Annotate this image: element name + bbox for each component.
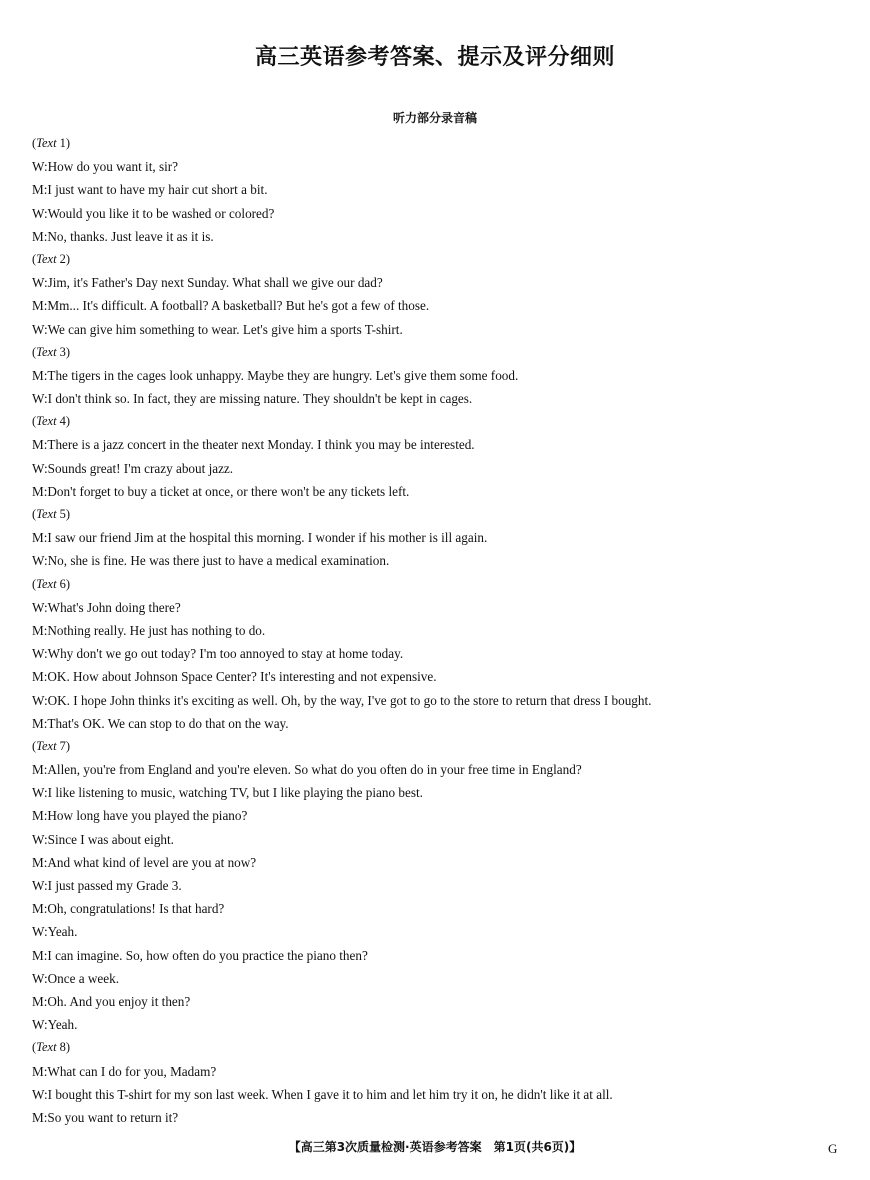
- text-label-close: ): [65, 738, 71, 753]
- dialog-line: [32, 712, 852, 735]
- dialog-line: [32, 549, 852, 572]
- dialog-line: [32, 433, 852, 456]
- dialog-text: Once a week.: [47, 970, 120, 986]
- speaker-label: W:: [32, 460, 48, 476]
- speaker-label: W:: [32, 646, 48, 662]
- dialog-line: [32, 967, 852, 990]
- dialog-text: I saw our friend Jim at the hospital this morning. I wonder if his mother is ill again.: [47, 530, 488, 546]
- text-label-open: (: [32, 738, 37, 753]
- dialog-text: Mm... It's difficult. A football? A basketball? But he's got a few of those.: [47, 298, 430, 314]
- text-label-open: (: [32, 1040, 37, 1055]
- dialog-text: Would you like it to be washed or colored?: [47, 205, 275, 221]
- dialog-text: What can I do for you, Madam?: [47, 1063, 217, 1079]
- text-label-num: 5: [56, 507, 66, 521]
- text-label-close: ): [65, 414, 71, 429]
- dialog-text: Yeah.: [47, 924, 78, 940]
- speaker-label: W:: [32, 924, 48, 940]
- text-label-open: (: [32, 136, 37, 150]
- dialog-line: [32, 1083, 852, 1106]
- dialog-line: [32, 804, 852, 827]
- text-label-open: (: [32, 344, 37, 359]
- dialog-text: That's OK. We can stop to do that on the way.: [47, 715, 289, 731]
- text-label-word: Text: [36, 251, 57, 266]
- text-label-close: ): [65, 251, 71, 266]
- dialog-text: Oh. And you enjoy it then?: [47, 993, 191, 1009]
- dialog-line: [32, 828, 852, 851]
- text-label: [32, 503, 852, 526]
- dialog-text: I don't think so. In fact, they are missing nature. They shouldn't be kept in cages.: [47, 391, 473, 407]
- dialog-text: Oh, congratulations! Is that hard?: [47, 901, 225, 917]
- speaker-label: W:: [32, 599, 48, 615]
- speaker-label: M:: [32, 669, 48, 685]
- text-label-num: 2: [56, 251, 66, 266]
- dialog-text: OK. How about Johnson Space Center? It's interesting and not expensive.: [47, 669, 437, 685]
- dialog-line: [32, 944, 852, 967]
- dialog-text: No, thanks. Just leave it as it is.: [47, 228, 214, 244]
- speaker-label: M:: [32, 808, 48, 824]
- dialog-text: I can imagine. So, how often do you practice the piano then?: [47, 947, 368, 963]
- dialog-line: [32, 225, 852, 248]
- speaker-label: M:: [32, 993, 48, 1009]
- speaker-label: M:: [32, 367, 48, 383]
- speaker-label: W:: [32, 275, 48, 291]
- page-title: 高三英语参考答案、提示及评分细则: [254, 45, 615, 70]
- speaker-label: M:: [32, 854, 48, 870]
- text-label-open: (: [32, 576, 37, 591]
- text-label-word: Text: [36, 136, 57, 150]
- text-label-open: (: [32, 251, 37, 266]
- speaker-label: M:: [32, 901, 48, 917]
- dialog-line: [32, 178, 852, 201]
- dialog-line: [32, 990, 852, 1013]
- text-label-word: Text: [36, 576, 57, 591]
- dialog-text: Allen, you're from England and you're eleven. So what do you often do in your free time in England?: [47, 762, 582, 778]
- dialog-line: [32, 480, 852, 503]
- speaker-label: M:: [32, 437, 48, 453]
- dialog-text: I bought this T-shirt for my son last week. When I gave it to him and let him try it on, he didn't like it at all.: [47, 1086, 613, 1102]
- speaker-label: W:: [32, 970, 48, 986]
- speaker-label: W:: [32, 391, 48, 407]
- speaker-label: W:: [32, 692, 48, 708]
- speaker-label: W:: [32, 831, 48, 847]
- corner-mark: G: [828, 1141, 838, 1156]
- text-label-close: ): [65, 576, 71, 591]
- dialog-text: Sounds great! I'm crazy about jazz.: [47, 460, 234, 476]
- dialog-line: [32, 596, 852, 619]
- section-title: 听力部分录音稿: [392, 111, 477, 125]
- dialog-line: [32, 851, 852, 874]
- text-label-num: 1: [56, 136, 66, 150]
- text-label: [32, 735, 852, 758]
- speaker-label: M:: [32, 762, 48, 778]
- dialog-line: [32, 1060, 852, 1083]
- dialog-text: Yeah.: [47, 1017, 78, 1033]
- speaker-label: M:: [32, 228, 48, 244]
- text-label: [32, 248, 852, 271]
- dialog-text: Don't forget to buy a ticket at once, or there won't be any tickets left.: [47, 483, 410, 499]
- text-label: [32, 1036, 852, 1059]
- text-label-word: Text: [36, 414, 57, 429]
- page-footer: 【高三第3次质量检测·英语参考答案 第1页(共6页)】: [288, 1140, 582, 1154]
- dialog-line: [32, 364, 852, 387]
- dialog-text: Nothing really. He just has nothing to do.: [47, 622, 266, 638]
- speaker-label: W:: [32, 1017, 48, 1033]
- dialog-line: [32, 758, 852, 781]
- dialog-line: [32, 665, 852, 688]
- text-label-num: 8: [56, 1040, 66, 1055]
- dialog-text: The tigers in the cages look unhappy. Maybe they are hungry. Let's give them some food.: [47, 367, 519, 383]
- dialog-text: And what kind of level are you at now?: [47, 854, 257, 870]
- dialog-text: So you want to return it?: [47, 1109, 179, 1125]
- dialog-line: [32, 387, 852, 410]
- speaker-label: W:: [32, 1086, 48, 1102]
- text-label-close: ): [65, 136, 71, 150]
- dialog-line: [32, 202, 852, 225]
- dialog-line: [32, 689, 852, 712]
- dialog-line: [32, 155, 852, 178]
- dialog-line: [32, 294, 852, 317]
- dialog-text: Jim, it's Father's Day next Sunday. What shall we give our dad?: [47, 275, 383, 291]
- dialog-line: [32, 619, 852, 642]
- dialog-line: [32, 1013, 852, 1036]
- text-label-close: ): [65, 507, 71, 521]
- dialog-text: I like listening to music, watching TV, but I like playing the piano best.: [47, 785, 423, 801]
- dialog-line: [32, 318, 852, 341]
- speaker-label: M:: [32, 715, 48, 731]
- text-label-word: Text: [36, 1040, 57, 1055]
- dialog-text: OK. I hope John thinks it's exciting as well. Oh, by the way, I've got to go to the store to return that dress I bought.: [47, 692, 652, 708]
- dialog-text: We can give him something to wear. Let's give him a sports T-shirt.: [47, 321, 403, 337]
- dialog-text: How long have you played the piano?: [47, 808, 248, 824]
- text-label-open: (: [32, 414, 37, 429]
- dialog-line: [32, 271, 852, 294]
- text-label-open: (: [32, 507, 37, 521]
- speaker-label: W:: [32, 878, 48, 893]
- speaker-label: M:: [32, 1063, 48, 1079]
- speaker-label: M:: [32, 622, 48, 638]
- dialog-line: [32, 897, 852, 920]
- text-label-num: 4: [56, 414, 66, 429]
- text-label-num: 7: [56, 738, 66, 753]
- speaker-label: W:: [32, 553, 48, 569]
- text-label-num: 6: [56, 576, 66, 591]
- speaker-label: M:: [32, 483, 48, 499]
- speaker-label: W:: [32, 321, 48, 337]
- text-label-word: Text: [36, 507, 57, 521]
- text-label: [32, 341, 852, 364]
- dialog-text: I just passed my Grade 3.: [47, 878, 182, 893]
- dialog-text: There is a jazz concert in the theater next Monday. I think you may be interested.: [47, 437, 475, 453]
- speaker-label: W:: [32, 159, 48, 175]
- dialog-text: No, she is fine. He was there just to have a medical examination.: [47, 553, 390, 569]
- dialog-text: How do you want it, sir?: [47, 159, 179, 175]
- text-label-word: Text: [36, 738, 57, 753]
- dialog-text: Since I was about eight.: [47, 831, 174, 847]
- speaker-label: M:: [32, 182, 48, 198]
- dialog-line: [32, 457, 852, 480]
- speaker-label: W:: [32, 785, 48, 801]
- dialog-line: [32, 642, 852, 665]
- text-label: [32, 410, 852, 433]
- dialog-text: I just want to have my hair cut short a bit.: [47, 182, 268, 198]
- speaker-label: M:: [32, 1109, 48, 1125]
- dialog-text: What's John doing there?: [47, 599, 181, 615]
- text-label-close: ): [65, 344, 71, 359]
- dialog-line: [32, 526, 852, 549]
- text-label-num: 3: [56, 344, 66, 359]
- text-label-word: Text: [36, 344, 57, 359]
- text-label-close: ): [65, 1040, 71, 1055]
- speaker-label: M:: [32, 947, 48, 963]
- dialog-line: [32, 781, 852, 804]
- transcript: [32, 132, 852, 1129]
- text-label: [32, 573, 852, 596]
- speaker-label: M:: [32, 530, 48, 546]
- speaker-label: W:: [32, 205, 48, 221]
- dialog-line: [32, 1106, 852, 1129]
- dialog-text: Why don't we go out today? I'm too annoyed to stay at home today.: [47, 646, 404, 662]
- dialog-line: [32, 920, 852, 943]
- text-label: [32, 132, 852, 155]
- speaker-label: M:: [32, 298, 48, 314]
- dialog-line: [32, 874, 852, 897]
